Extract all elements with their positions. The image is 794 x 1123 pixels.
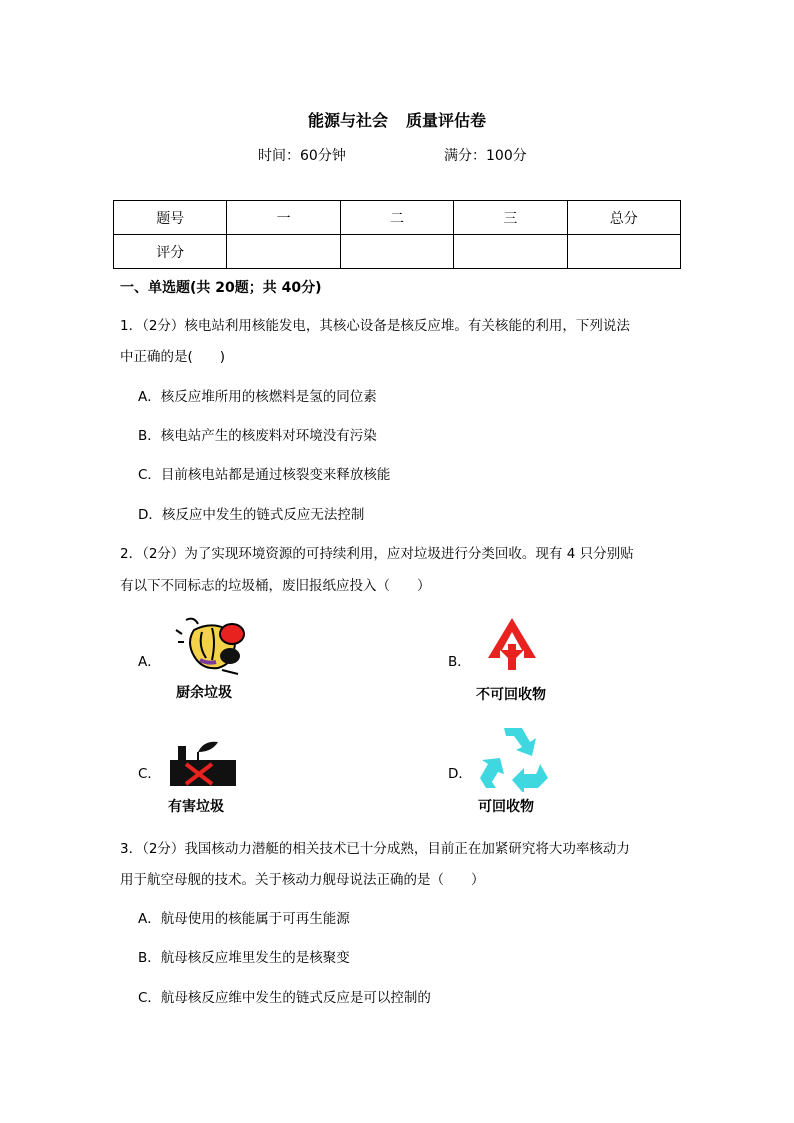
title-part2: 质量评估卷 xyxy=(406,111,487,130)
q3-option-c[interactable]: C．航母核反应维中发生的链式反应是可以控制的 xyxy=(138,990,431,1006)
q1-option-c[interactable]: C．目前核电站都是通过核裂变来释放核能 xyxy=(138,467,391,483)
q2-option-d[interactable]: D． xyxy=(448,766,472,782)
q3-option-b[interactable]: B．航母核反应堆里发生的是核聚变 xyxy=(138,950,350,966)
question-3-line2: 用于航空母舰的技术。关于核动力舰母说法正确的是（ ） xyxy=(120,872,485,888)
table-cell: 总分 xyxy=(567,201,680,235)
section-title: 一、单选题(共 20题；共 40分) xyxy=(120,280,322,296)
q3-option-a[interactable]: A．航母使用的核能属于可再生能源 xyxy=(138,911,350,927)
score-input-cell[interactable] xyxy=(454,235,567,269)
q2-option-a[interactable]: A． xyxy=(138,654,161,670)
food-waste-icon xyxy=(172,612,252,682)
question-2-line1: 2．（2分）为了实现环境资源的可持续利用，应对垃圾进行分类回收。现有 4 只分别贴 xyxy=(120,546,634,562)
title-part1: 能源与社会 xyxy=(307,111,388,130)
hazardous-waste-icon xyxy=(168,738,238,788)
q1-option-d[interactable]: D．核反应中发生的链式反应无法控制 xyxy=(138,507,365,523)
table-cell: 题号 xyxy=(114,201,227,235)
q2-option-c[interactable]: C． xyxy=(138,766,161,782)
page-title xyxy=(0,108,794,131)
non-recyclable-icon xyxy=(480,614,544,674)
question-3-line1: 3．（2分）我国核动力潜艇的相关技术已十分成熟，目前正在加紧研究将大功率核动力 xyxy=(120,841,630,857)
table-cell: 评分 xyxy=(114,235,227,269)
question-1-line2: 中正确的是( ) xyxy=(120,349,226,365)
recyclable-caption: 可回收物 xyxy=(478,799,534,815)
table-row xyxy=(114,235,681,269)
score-input-cell[interactable] xyxy=(227,235,340,269)
non-recyclable-caption: 不可回收物 xyxy=(476,687,546,703)
table-cell: 三 xyxy=(454,201,567,235)
food-waste-caption: 厨余垃圾 xyxy=(176,685,232,701)
exam-time: 时间：60分钟 xyxy=(258,148,346,164)
score-table xyxy=(113,200,681,269)
q1-option-a[interactable]: A．核反应堆所用的核燃料是氢的同位素 xyxy=(138,389,377,405)
question-1-line1: 1．（2分）核电站利用核能发电，其核心设备是核反应堆。有关核能的利用，下列说法 xyxy=(120,318,630,334)
q1-option-b[interactable]: B．核电站产生的核废料对环境没有污染 xyxy=(138,428,377,444)
table-cell: 一 xyxy=(227,201,340,235)
table-row xyxy=(114,201,681,235)
hazardous-waste-caption: 有害垃圾 xyxy=(168,799,224,815)
score-input-cell[interactable] xyxy=(340,235,453,269)
score-input-cell[interactable] xyxy=(567,235,680,269)
table-cell: 二 xyxy=(340,201,453,235)
recyclable-icon xyxy=(474,722,552,792)
question-2-line2: 有以下不同标志的垃圾桶，废旧报纸应投入（ ） xyxy=(120,578,431,594)
full-score: 满分：100分 xyxy=(444,148,527,164)
q2-option-b[interactable]: B． xyxy=(448,654,471,670)
